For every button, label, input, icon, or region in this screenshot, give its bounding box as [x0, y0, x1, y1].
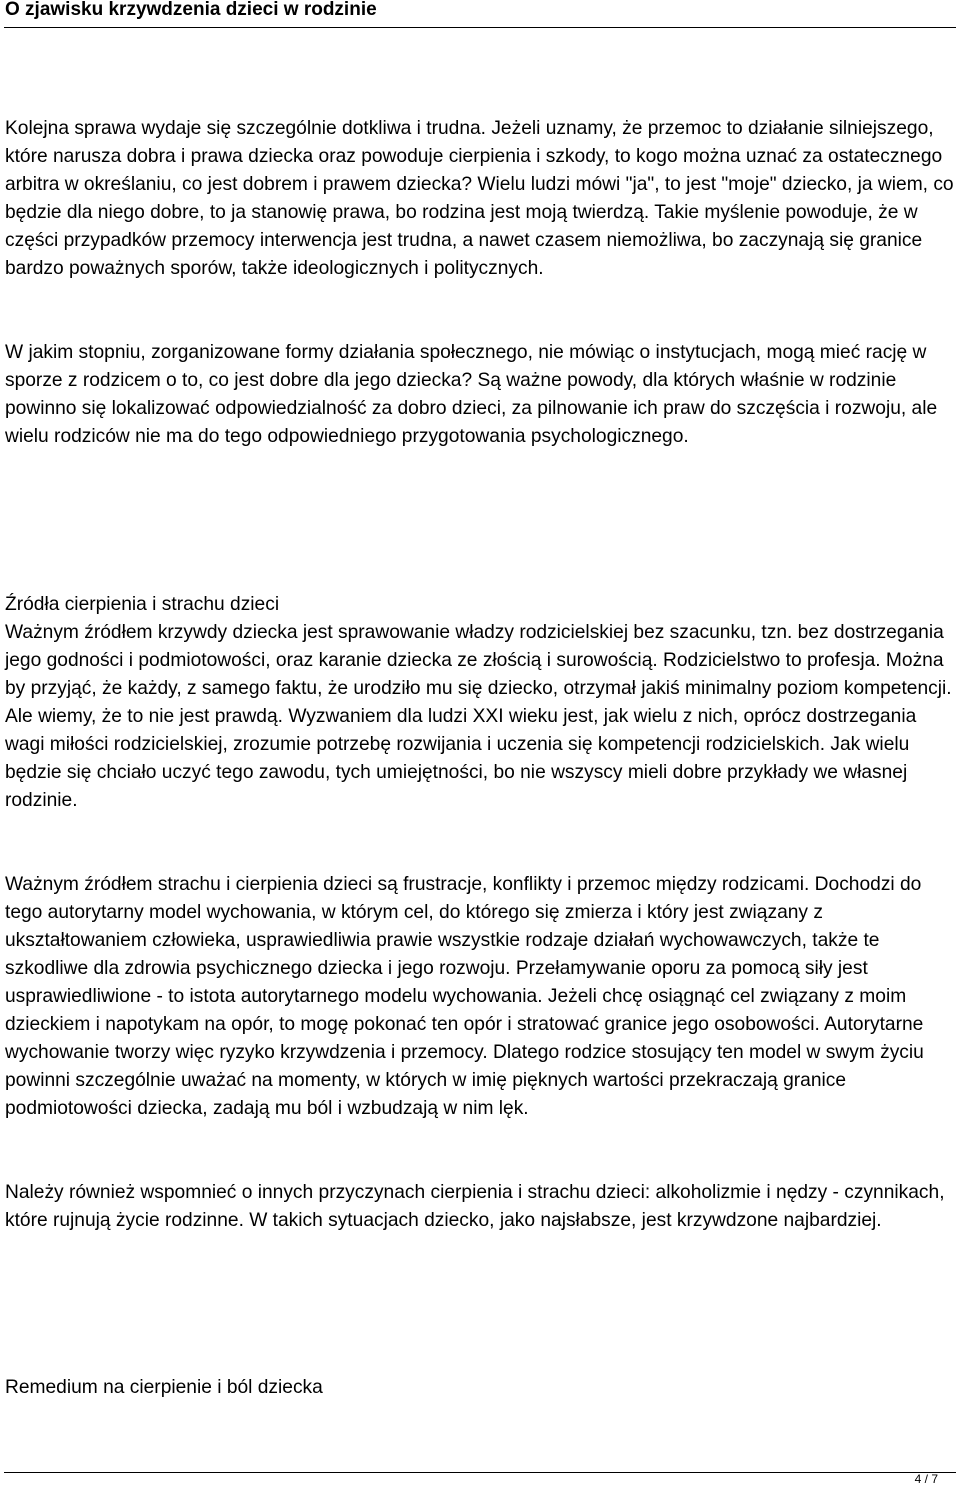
page-title: O zjawisku krzywdzenia dzieci w rodzinie	[5, 0, 377, 20]
paragraph-organized-forms: W jakim stopniu, zorganizowane formy działania społecznego, nie mówiąc o instytucjach, mogą mieć rację w sporze z rodzicem o to, co jest dobre dla jego dziecka? Są ważne powody, dla których właśnie w rodzinie powinno się lokalizować odpowiedzialność za dobro dzieci, za pilnowanie ich praw do szczęścia i rozwoju, ale wielu rodziców nie ma do tego odpowiedniego przygotowania psychologicznego.	[5, 342, 938, 447]
section-heading-sources: Źródła cierpienia i strachu dzieci	[5, 594, 280, 615]
footer-divider	[4, 1472, 956, 1473]
header-divider	[4, 27, 956, 28]
paragraph-fear-sources: Ważnym źródłem strachu i cierpienia dzieci są frustracje, konflikty i przemoc między rodzicami. Dochodzi do tego autorytarny model wychowania, w którym cel, do którego się zmierza i który jest związany z ukształtowaniem człowieka, usprawiedliwia prawie wszystkie rodzaje działań wychowawczych, także te szkodliwe dla zdrowia psychicznego dziecka i jego rozwoju. Przełamywanie oporu za pomocą siły jest usprawiedliwione - to istota autorytarnego modelu wychowania. Jeżeli chcę osiągnąć cel związany z moim dzieckiem i napotykam na opór, to mogę pokonać ten opór i stratować granice jego osobowości. Autorytarne wychowanie tworzy więc ryzyko krzywdzenia i przemocy. Dlatego rodzice stosujący ten model w swym życiu powinni szczególnie uważać na momenty, w których w imię pięknych wartości przekraczają granice podmiotowości dziecka, zadają mu ból i wzbudzają w nim lęk.	[5, 874, 924, 1119]
paragraph-other-causes: Należy również wspomnieć o innych przyczynach cierpienia i strachu dzieci: alkoholizmie i nędzy - czynnikach, które rujnują życie rodzinne. W takich sytuacjach dziecko, jako najsłabsze, jest krzywdzone najbardziej.	[5, 1182, 945, 1231]
page-number: 4 / 7	[914, 1472, 938, 1486]
section-heading-remedy: Remedium na cierpienie i ból dziecka	[5, 1377, 323, 1398]
paragraph-parental-power: Ważnym źródłem krzywdy dziecka jest sprawowanie władzy rodzicielskiej bez szacunku, tzn. bez dostrzegania jego godności i podmiotowości, oraz karanie dziecka ze złością i surowością. Rodzicielstwo to profesja. Można by przyjąć, że każdy, z samego faktu, że urodziło mu się dziecko, otrzymał jakiś minimalny poziom kompetencji. Ale wiemy, że to nie jest prawdą. Wyzwaniem dla ludzi XXI wieku jest, jak wielu z nich, oprócz dostrzegania wagi miłości rodzicielskiej, zrozumie potrzebę rozwijania i uczenia się kompetencji rodzicielskich. Jak wielu będzie się chciało uczyć tego zawodu, tych umiejętności, bo nie wszyscy mieli dobre przykłady we własnej rodzinie.	[5, 622, 952, 811]
paragraph-intro: Kolejna sprawa wydaje się szczególnie dotkliwa i trudna. Jeżeli uznamy, że przemoc to działanie silniejszego, które narusza dobra i prawa dziecka oraz powoduje cierpienia i szkody, to kogo można uznać za ostatecznego arbitra w określaniu, co jest dobrem i prawem dziecka? Wielu ludzi mówi "ja", to jest "moje" dziecko, ja wiem, co będzie dla niego dobre, to ja stanowię prawa, bo rodzina jest moją twierdzą. Takie myślenie powoduje, że w części przypadków przemocy interwencja jest trudna, a nawet czasem niemożliwa, bo zaczynają się granice bardzo poważnych sporów, także ideologicznych i politycznych.	[5, 118, 954, 279]
